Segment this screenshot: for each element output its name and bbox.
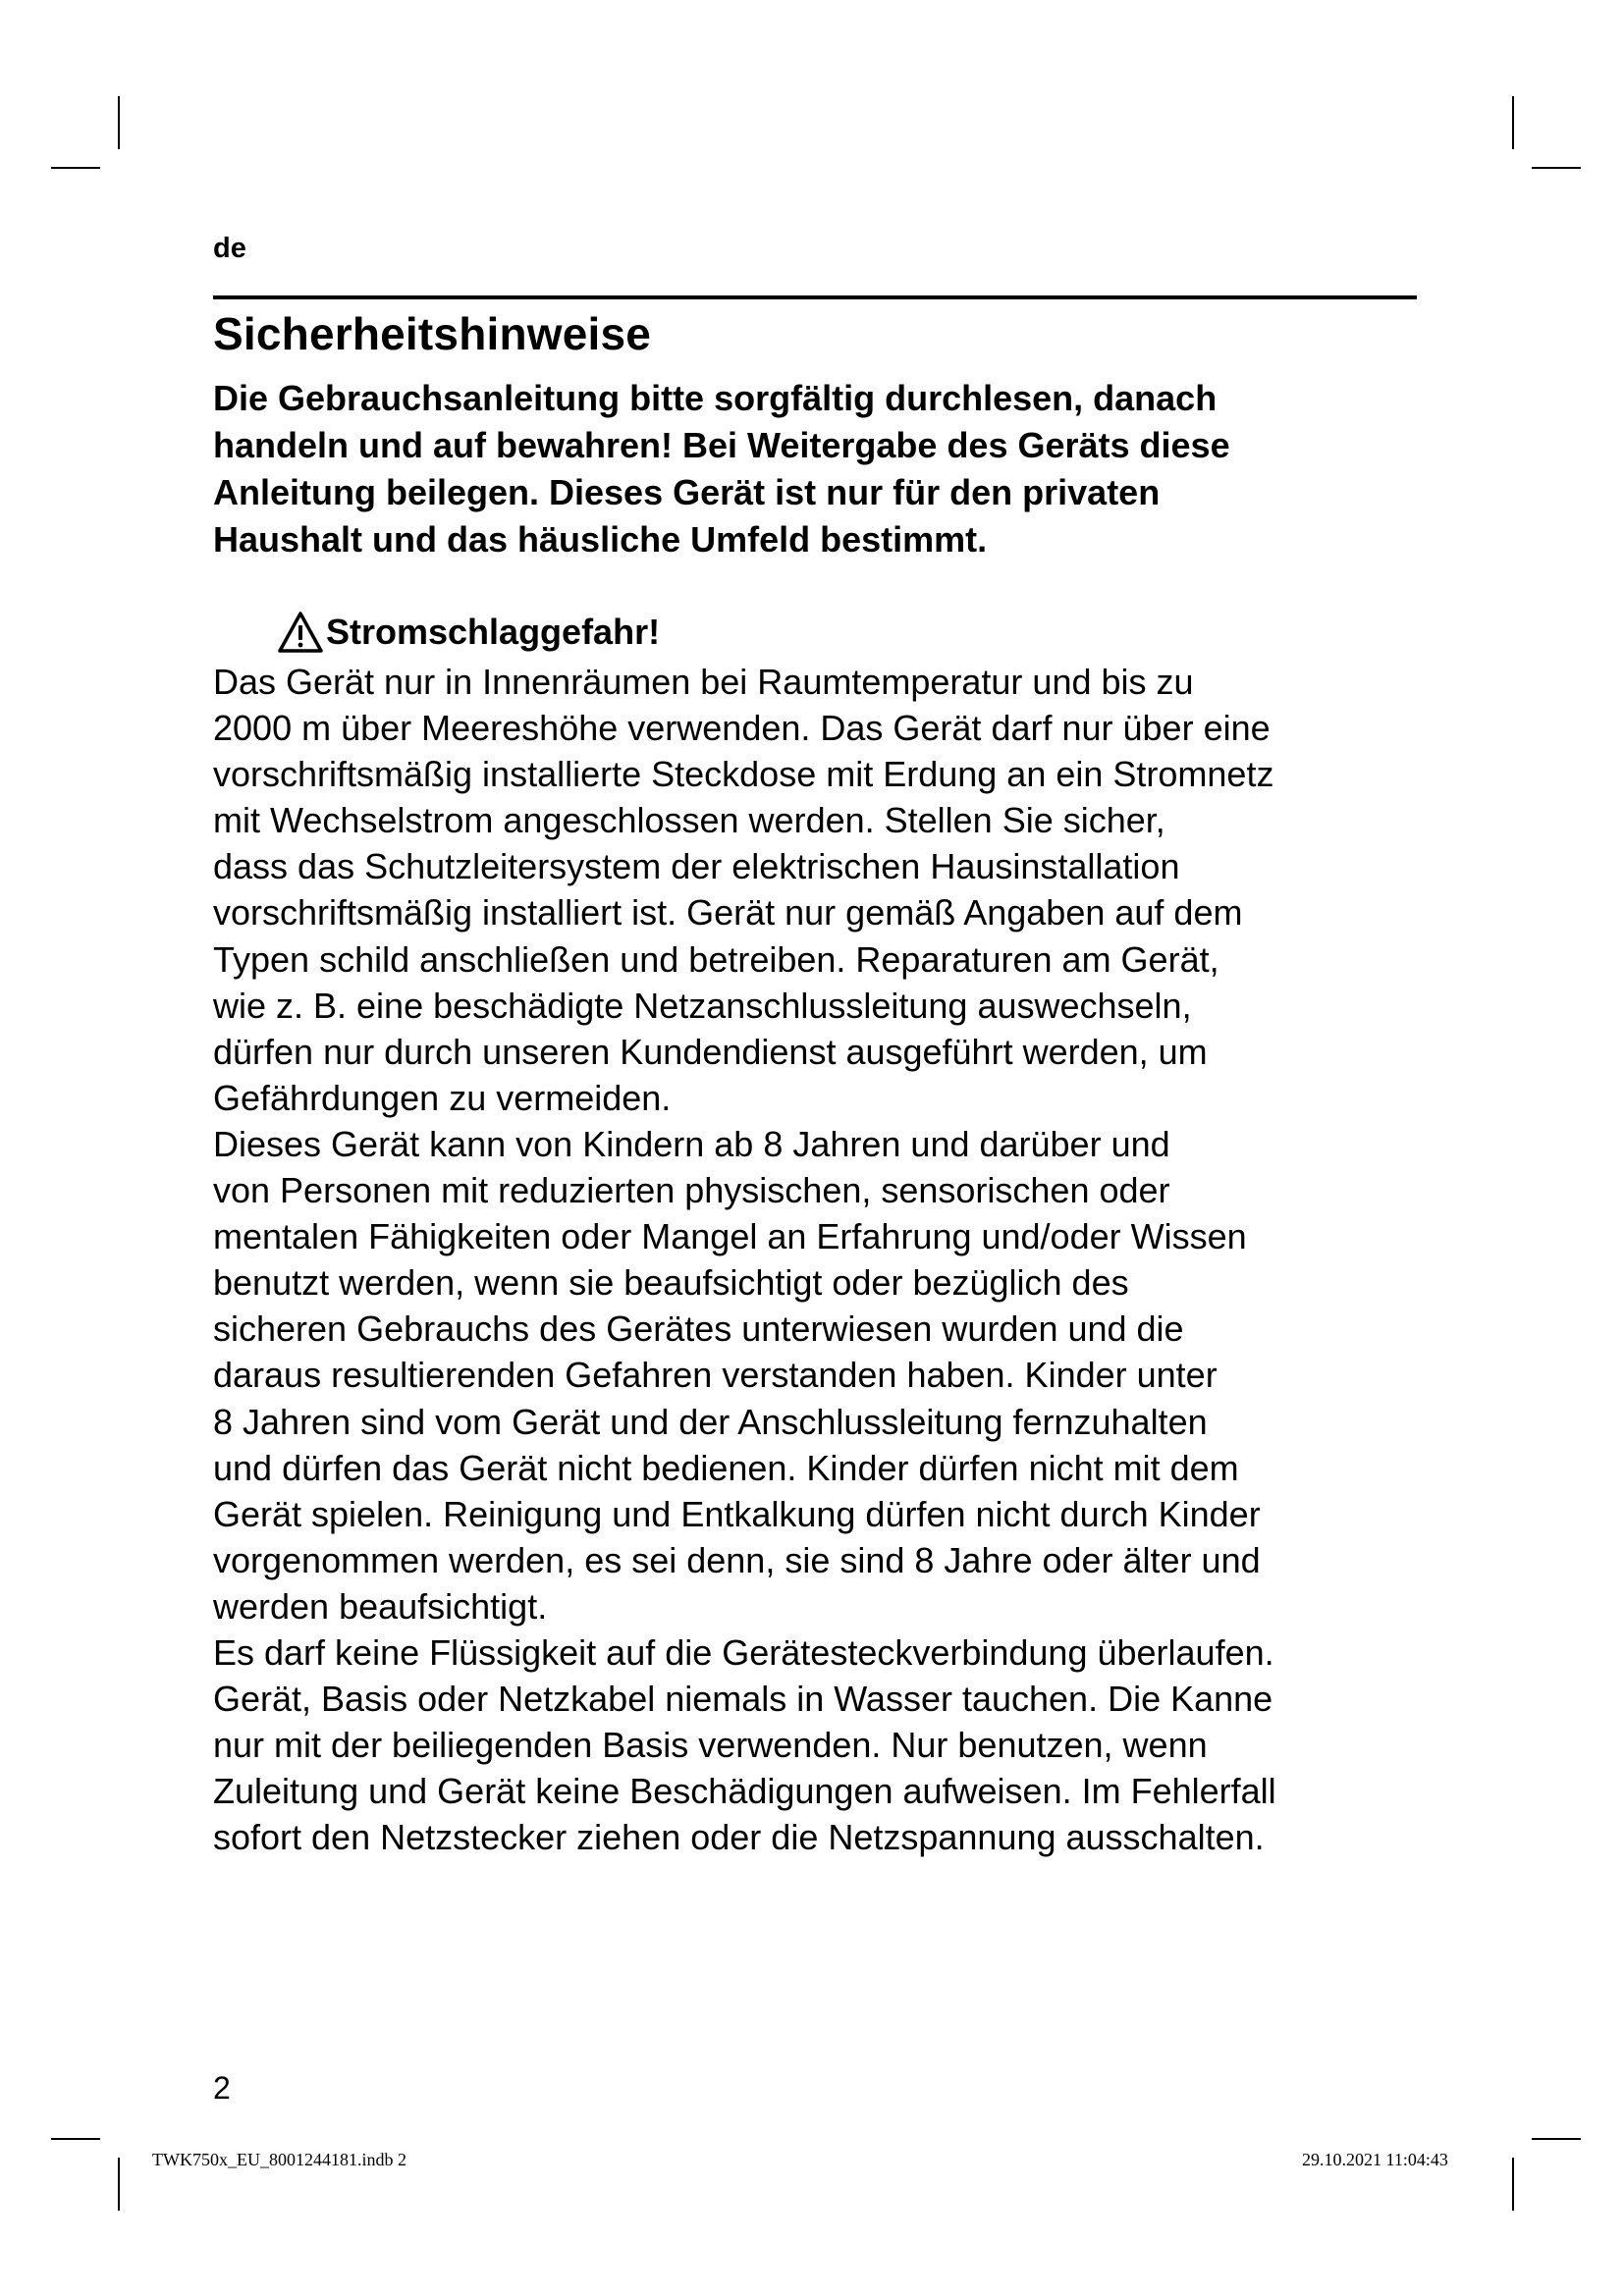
intro-line: handeln und auf bewahren! Bei Weitergabe des Geräts diese — [213, 425, 1230, 465]
crop-mark-top-left-vertical — [118, 96, 120, 149]
section-title: Sicherheitshinweise — [213, 308, 652, 359]
intro-line: Die Gebrauchsanleitung bitte sorgfältig durchlesen, danach — [213, 378, 1218, 418]
body-line: dürfen nur durch unseren Kundendienst ausgeführt werden, um — [213, 1031, 1208, 1072]
body-line: vorschriftsmäßig installierte Steckdose mit Erdung an ein Stromnetz — [213, 754, 1274, 795]
body-line: Das Gerät nur in Innenräumen bei Raumtemperatur und bis zu — [213, 662, 1194, 702]
body-line: 2000 m über Meereshöhe verwenden. Das Gerät darf nur über eine — [213, 708, 1271, 749]
body-line: dass das Schutzleitersystem der elektrischen Hausinstallation — [213, 846, 1180, 887]
body-line: Dieses Gerät kann von Kindern ab 8 Jahren und darüber und — [213, 1123, 1170, 1164]
crop-mark-bottom-left-vertical — [118, 2158, 120, 2211]
body-line: nur mit der beiliegenden Basis verwenden. Nur benutzen, wenn — [213, 1725, 1208, 1766]
body-line: benutzt werden, wenn sie beaufsichtigt oder bezüglich des — [213, 1262, 1129, 1304]
body-line: daraus resultierenden Gefahren verstanden haben. Kinder unter — [213, 1355, 1218, 1396]
body-line: sicheren Gebrauchs des Gerätes unterwiesen wurden und die — [213, 1308, 1184, 1350]
print-timestamp: 29.10.2021 11:04:43 — [1302, 2150, 1448, 2169]
body-line: und dürfen das Gerät nicht bedienen. Kinder dürfen nicht mit dem — [213, 1447, 1239, 1488]
warning-body — [213, 659, 1431, 1860]
body-line: Es darf keine Flüssigkeit auf die Gerätesteckverbindung überlaufen. — [213, 1631, 1274, 1673]
page-number: 2 — [213, 2070, 231, 2106]
section-divider — [213, 295, 1417, 299]
language-code: de — [213, 233, 246, 264]
body-line: Gerät, Basis oder Netzkabel niemals in Wasser tauchen. Die Kanne — [213, 1679, 1273, 1720]
body-line: Gerät spielen. Reinigung und Entkalkung dürfen nicht durch Kinder — [213, 1493, 1261, 1534]
body-line: wie z. B. eine beschädigte Netzanschlussleitung auswechseln, — [213, 985, 1192, 1026]
body-line: 8 Jahren sind vom Gerät und der Anschlussleitung fernzuhalten — [213, 1401, 1208, 1442]
crop-mark-bottom-left-horizontal — [51, 2138, 100, 2140]
body-line: mit Wechselstrom angeschlossen werden. Stellen Sie sicher, — [213, 800, 1165, 841]
body-line: werden beaufsichtigt. — [213, 1585, 548, 1627]
body-line: vorgenommen werden, es sei denn, sie sind 8 Jahre oder älter und — [213, 1539, 1261, 1580]
intro-line: Haushalt und das häusliche Umfeld bestimmt. — [213, 519, 988, 560]
crop-mark-top-left-horizontal — [51, 167, 100, 169]
crop-mark-bottom-right-vertical — [1512, 2158, 1514, 2211]
intro-line: Anleitung beilegen. Dieses Gerät ist nur für den privaten — [213, 472, 1161, 512]
body-line: Gefährdungen zu vermeiden. — [213, 1077, 672, 1118]
body-line: Typen schild anschließen und betreiben. Reparaturen am Gerät, — [213, 938, 1219, 980]
intro-paragraph — [213, 375, 1431, 563]
body-line: von Personen mit reduzierten physischen, sensorischen oder — [213, 1170, 1170, 1211]
file-slug: TWK750x_EU_8001244181.indb 2 — [152, 2150, 406, 2169]
warning-triangle-icon — [277, 611, 324, 654]
body-line: vorschriftsmäßig installiert ist. Gerät nur gemäß Angaben auf dem — [213, 892, 1243, 934]
warning-heading-text: Stromschlaggefahr! — [326, 612, 661, 652]
crop-mark-top-right-horizontal — [1532, 167, 1581, 169]
warning-heading — [277, 607, 660, 658]
crop-mark-bottom-right-horizontal — [1532, 2138, 1581, 2140]
body-line: mentalen Fähigkeiten oder Mangel an Erfahrung und/oder Wissen — [213, 1216, 1247, 1257]
crop-mark-top-right-vertical — [1512, 96, 1514, 149]
body-line: Zuleitung und Gerät keine Beschädigungen aufweisen. Im Fehlerfall — [213, 1771, 1276, 1812]
body-line: sofort den Netzstecker ziehen oder die Netzspannung ausschalten. — [213, 1817, 1265, 1858]
